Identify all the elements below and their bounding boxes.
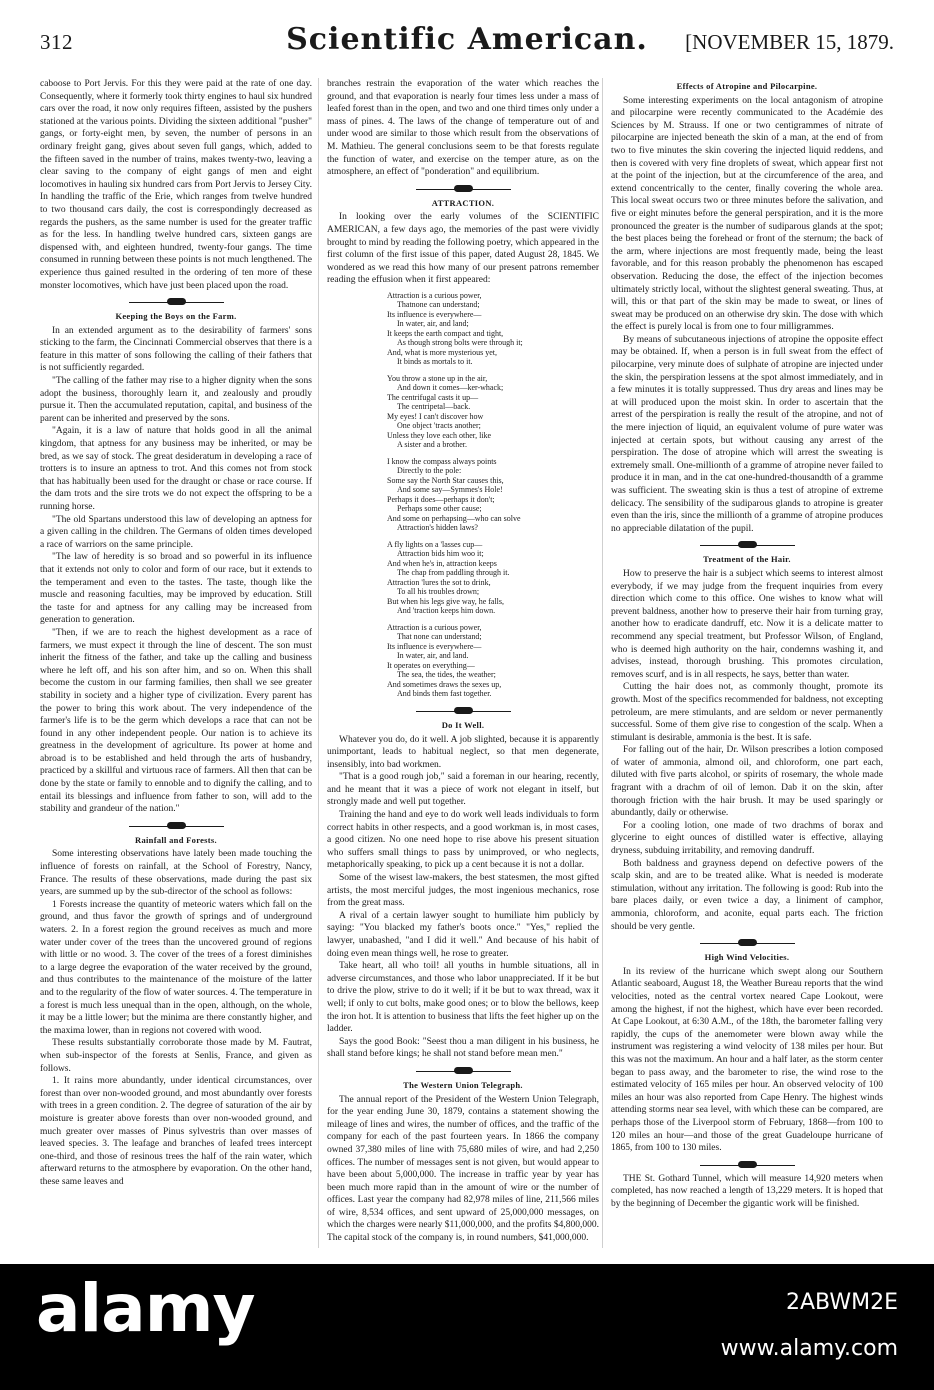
article-paragraph: Some interesting experiments on the local antagonism of atropine and pilocarpine were recently communicated to the Académie des Sciences by M. Strauss. If one or two centigrammes of nitrate of pilocarpine are injected beneath the skin of a man, at the end of from two to five minutes the skin covering the injected liquid reddens, and then is covered with very fine droplets of sweat, which appear first not at the point of the injection, but at the circumference of the area, and extend concentrically to the center, finally covering the whole area. This local sweat occurs two or three minutes before the salivation, and five or eight minutes before the general perspiration, and it is the more pronounced the greater is the number of sudiparous glands at the spot; the best places being the forehead or front of the sternum; the back of the arm, where injections are most frequently made, being the least favorable, and for this reason probably the phenomenon has escaped observation. Reducing the dose, the effect of the injection becomes ultimately strictly local, without the slightest general sweating. Thus, at will, this or that part of the skin may be made to sweat, or lines of sweat may be produced on an otherwise dry skin. The dose with which the effect is purely local is from one to four milligrammes. [611,95,883,333]
poem-line: To all his troubles drown; [397,587,480,597]
article-paragraph: In its review of the hurricane which swept along our Southern Atlantic seaboard, August 18, the Weather Bureau reports that the wind velocities, noted as the central vortex neared Cape Lookout, were among the highest, if not the highest, which have ever been recorded. At Cape Lookout, at 6:30 A.M., of the 18th, the barometer falling very rapidly, the cups of the anemometer were blown away while the instrument was registering a wind velocity of 138 miles per hour. But this was not the maximum. An hour and a half later, as the storm center began to pass away, and the barometer to rise, the wind rose to the estimated velocity of 165 miles per hour. An observed velocity of 100 miles an hour was also reported from Cape Henry. The highest winds attending storms near sea level, with which these can be compared, are perhaps those of the Liverpool storm of February, 1868—from 100 to 120 miles an hour—and those of the great Guadeloupe hurricane of 1865, from 100 to 130 miles. [611,966,883,1154]
article-paragraph: Take heart, all who toil! all youths in humble situations, all in adverse circumstances, and those who labor unappreciated. If it be but to drive the plow, strive to do it well; if it be but to wax thread, wax it well; if only to cut bolts, make good ones; or to blow the bellows, keep the iron hot. It is attention to business that lifts the feet higher up on the ladder. [327,961,599,1035]
poem-line: It binds as mortals to it. [397,357,473,367]
article-paragraph: The annual report of the President of the Western Union Telegraph, for the year ending June 30, 1879, contains a statement showing the mileage of lines and wires, the number of offices, and the traffic of the company for each of the past fourteen years. In 1866 the company owned 37,380 miles of line with 75,680 miles of wire, and had 2,250 offices. The number of messages sent is not given, but would appear to have been about 5,000,000. The increase in traffic year by year has been much more rapid than in the amount of wire or the number of offices. Last year the company had 82,978 miles of line, 211,566 miles of wire, 8,534 offices, and sent upward of 25,000,000 messages, on which the charges were nearly $11,000,000, and the profits $4,800,000. The capital stock of the company is, in round numbers, $41,000,000. [327,1094,599,1244]
poem-line: Thatnone can understand; [397,300,480,310]
poem-line: The chap from paddling through it. [397,568,510,578]
poem-line: And, what is more mysterious yet, [387,347,497,357]
poem-line: And some say—Symmes's Hole! [397,485,503,495]
poem-line: In water, air, and land; [397,319,469,329]
poem-line: And when he's in, attraction keeps [387,558,497,568]
article-paragraph: For a cooling lotion, one made of two drachms of borax and glycerine to eight ounces of distilled water is effective, allaying dryness, subduing irritability, and removing dandruff. [611,820,883,857]
poem-line: As though strong bolts were through it; [397,338,523,348]
article-heading: ATTRACTION. [431,197,495,208]
article-paragraph: "Then, if we are to reach the highest development as a race of farmers, we must expect it through the line of descent. The son must inherit the fitness of the father, and take up the calling and business where he left off, and his son after him, and so on. When this shall become the custom in our farming families, then shall we see greater stability in society and a higher type of civilization. Every parent has the power to bring this work about. The very independence of the farmer's life is to be the germ which develops a race that can not be found in any other independent people. Our nation is to achieve its greatness in the development of agriculture. Its power at home and abroad is to be established and held through the arts of husbandry, practiced by a skillful and virtuous race of farmers. All then that can be done by the state or family to ennoble and to dignify the calling, and to entail its blessings and influence from father to son, will add to the stability and grandeur of the nation." [40,627,312,815]
article-heading: Treatment of the Hair. [703,554,791,565]
poem-stanza [387,457,599,533]
poem-line: Some say the North Star causes this, [387,475,504,485]
poem-line: In water, air, and land. [397,651,469,661]
watermark-logo: alamy [36,1270,255,1347]
poem-line: And 'traction keeps him down. [397,606,496,616]
column-middle [327,78,599,1248]
article-paragraph: For falling out of the hair, Dr. Wilson prescribes a lotion composed of water of ammonia, almond oil, and chloroform, one part each, diluted with five parts alcohol, or spirits of rosemary, the whole made fragrant with a drachm of oil of lemon. Dab it on the skin, after thorough friction with the hair brush. It may be used sparingly or abundantly, daily or otherwise. [611,745,883,819]
article-paragraph: Some of the wisest law-makers, the best statesmen, the most gifted artists, the most merciful judges, the most ingenious mechanics, rose from the great mass. [327,873,599,909]
poem-line: Perhaps some other cause; [397,504,482,514]
article-paragraph: Cutting the hair does not, as commonly thought, promote its growth. Most of the specifics recommended for baldness, not excepting petroleum, are mere stimulants, and are seldom or never permanently successful. Some of them give rise to congestion of the scalp. When a stimulant is desirable, ammonia is the best. It is safe. [611,682,883,743]
article-paragraph: Whatever you do, do it well. A job slighted, because it is apparently unimportant, leads to habitual neglect, so that men degenerate, insensibly, into bad workmen. [327,734,599,770]
poem-line: A fly lights on a 'lasses cup— [387,539,483,549]
article-paragraph: In looking over the early volumes of the SCIENTIFIC AMERICAN, a few days ago, the memories of the past were vividly brought to mind by reading the following poetry, which appeared in the first column of the first issue of this paper, dated August 28, 1845. We wondered as we read this how many of our present patrons remember reading the effusion when it first appeared: [327,212,599,286]
article-paragraph: Training the hand and eye to do work well leads individuals to form correct habits in other respects, and a good workman is, in most cases, a good citizen. No one need hope to rise above his present situation who suffers small things to pass by unimproved, or who neglects, metaphorically speaking, to pick up a cent because it is not a dollar. [327,810,599,871]
section-ornament [416,706,511,716]
poem-line: Directly to the pole: [397,466,462,476]
poem [387,291,599,699]
column-divider [602,78,603,1248]
article-paragraph: 1 Forests increase the quantity of meteoric waters which fall on the ground, and thus favor the growth of springs and of underground waters. 2. In a forest region the ground receives as much and more water under cover of the trees than the uncovered ground of regions with little or no wood. 3. The cover of the trees of a forest diminishes to a large degree the evaporation of the water received by the ground, and thus contributes to the maintenance of the moisture of the latter and to the regularity of the flow of water sources. 4. The temperature in a forest is much less unequal than in the open, although, on the whole, it may be a little lower; but the minima are there constantly higher, and the maxima lower, than in regions not covered with wood. [40,899,312,1036]
watermark-image-id: 2ABWM2E [786,1290,898,1315]
article-paragraph: Some interesting observations have lately been made touching the influence of forests on rainfall, at the School of Forestry, Nancy, France. The results of these observations, made during the past six years, are summed up by the sub-director of the school as follows: [40,849,312,898]
article-heading: Keeping the Boys on the Farm. [115,311,237,322]
poem-line: It operates on everything— [387,660,475,670]
column-left [40,78,312,1248]
article-heading: Effects of Atropine and Pilocarpine. [676,81,818,91]
poem-line: Unless they love each other, like [387,430,492,440]
section-ornament [700,938,795,948]
poem-line: My eyes! I can't discover how [387,411,484,421]
poem-line: And some on perhapsing—who can solve [387,513,521,523]
poem-line: But when his legs give way, he falls, [387,596,505,606]
poem-line: You throw a stone up in the air, [387,373,488,383]
article-paragraph: Says the good Book: "Seest thou a man diligent in his business, he shall stand before kings; he shall not stand before mean men." [327,1036,599,1060]
poem-stanza [387,540,599,616]
section-ornament [129,821,224,831]
poem-line: And down it comes—ker-whack; [397,383,504,393]
poem-stanza [387,291,599,367]
masthead: Scientific American. [286,22,648,57]
section-ornament [700,1160,795,1170]
poem-line: I know the compass always points [387,456,497,466]
poem-line: And sometimes draws the sexes up, [387,679,502,689]
poem-line: Perhaps it does—perhaps it don't; [387,494,495,504]
poem-line: The sea, the tides, the weather; [397,670,496,680]
article-paragraph: "Again, it is a law of nature that holds good in all the animal kingdom, that aptness for any business may be inherited, or may be bred, as we say of stock. The great desideratum in developing a race of trotters is to insure an aptness to trot. And this comes not from stock that has habitually been used for the draught or chase or race course. If the dam trots and the sire trots we do not expect the offspring to be a running horse. [40,426,312,512]
article-paragraph: 1. It rains more abundantly, under identical circumstances, over forest than over non-wooded ground, and most abundantly over forests with trees in a green condition. 2. The degree of saturation of the air by moisture is greater above forests than over non-wooded ground, and much greater over masses of Pinus sylvestris than over masses of leaved species. 3. The leafage and branches of leafed trees intercept one-third, and those of resinous trees the half of the rain water, which afterward returns to the atmosphere by evaporation. On the other hand, these same leaves and [40,1076,312,1187]
article-paragraph: In an extended argument as to the desirability of farmers' sons sticking to the farm, the Cincinnati Commercial observes that there is a feature in this matter of sons following the calling of their fathers that is not sufficiently regarded. [40,325,312,374]
poem-stanza [387,623,599,699]
poem-line: Attraction 'lures the sot to drink, [387,577,491,587]
column-divider [318,78,319,1248]
poem-line: Its influence is everywhere— [387,309,482,319]
section-ornament [700,540,795,550]
article-paragraph: "The old Spartans understood this law of developing an aptness for a given calling in the children. The Germans of olden times developed a race of warriors on the same principle. [40,514,312,550]
column-right [611,78,883,1248]
article-paragraph: "That is a good rough job," said a foreman in our hearing, recently, and he meant that it was a piece of work not elegant in itself, but strongly made and well put together. [327,772,599,808]
poem-line: And binds them fast together. [397,689,492,699]
poem-line: The centrifugal casts it up— [387,392,479,402]
article-paragraph: caboose to Port Jervis. For this they were paid at the rate of one day. Consequently, where it formerly took thirty engines to haul six hundred cars over the road, it now only requires fifteen, assisted by the pushers stationed at the various points. Dividing the sixteen additional "pusher" gangs, or forty-eight men, by seven, the number of persons in an ordinary freight gang, gives about seven full gangs, which, added to the fifteen saved in the number of trains, makes twenty-two, leaving a clear saving to the company of eight gangs of men and eight locomotives in hauling six hundred cars from Port Jervis to Jersey City. In handling the traffic of the Erie, which ranges from twelve hundred to two thousand cars daily, the cost is correspondingly decreased as regards the pushers, as the same number is used for the greater traffic as for the less. In handling twelve hundred cars, sixteen gangs are dispensed with, and eighteen hundred, twenty-four gangs. The time consumed in running between these points is not much lengthened. The experience thus gained resulted in the ordering of ten more of these monster locomotives, which have just been placed upon the road. [40,79,312,291]
poem-line: Attraction bids him woo it; [397,549,484,559]
article-paragraph: branches restrain the evaporation of the water which reaches the ground, and that evaporation is nearly four times less under a mass of leafed forest than in the open, and two and one third times only under a mass of pines. 4. The laws of the change of temperature out of and under wood are similar to those which result from the observations of M. Mathieu. The general conclusions seem to be that forests regulate the function of water, and exercise on the temper ature, as on the atmosphere, an effect of "ponderation" and equilibrium. [327,79,599,178]
poem-line: Attraction is a curious power, [387,290,482,300]
article-paragraph: Both baldness and grayness depend on defective powers of the scalp skin, and are to be treated alike. What is needed is moderate stimulation, without any irritation. The following is good: Rub into the bare places daily, or even twice a day, a liniment of camphor, ammonia, chloroform, and aconite, equal parts each. The friction should be very gentle. [611,858,883,932]
poem-line: The centripetal—back. [397,402,471,412]
poem-line: A sister and a brother. [397,440,467,450]
poem-line: Attraction is a curious power, [387,622,482,632]
poem-line: Its influence is everywhere— [387,641,482,651]
section-ornament [129,297,224,307]
article-paragraph: By means of subcutaneous injections of atropine the opposite effect may be obtained. If, when a person is in full sweat from the effect of pilocarpine, very minute does of sulphate of atropine are injected under the skin, the perspiration lessens at the spot almost immediately, and in a few minutes it is totally suppressed. Thus dry areas and lines may be at will produced upon the moist skin. In order to ascertain that the arrest of the perspiration is really the result of the atropine, and not of the mere injection of liquid, an equivalent volume of pure water was injected at certain spots, but without causing any arrest of the perspiration. The dose of atropine which will arrest the sweating is extremely small. One-millionth of a gramme of atropine never failed to produce it in man, and in the cat one-hundred-thousandth of a gramme was sufficient. The sweating skin is thus a test of atropine of extreme delicacy. The sensibility of the sudiparous glands to atropine is greater even than the iris, since the millionth of a gramme of atropine produces no appreciable dilatation of the pupil. [611,334,883,534]
section-ornament [416,184,511,194]
poem-line: One object 'tracts another; [397,421,481,431]
watermark-url: www.alamy.com [720,1336,898,1361]
article-paragraph: How to preserve the hair is a subject which seems to interest almost everybody, if we may judge from the frequent inquiries from every direction which come to this office. One wishes to know what will prevent baldness, another how to preserve their hair from turning gray, another how to eradicate dandruff, etc. Now it is a delicate matter to recommend any special treatment, but Professor Wilson, of England, who is deemed high authority on the hair, condemns washing it, and advises, instead, thorough brushing. This promotes circulation, removes scurf, and is in all respects, he says, better than water. [611,568,883,680]
poem-line: That none can understand; [397,632,482,642]
poem-line: Attraction's hidden laws? [397,523,478,533]
page-number: 312 [40,30,73,54]
article-paragraph: "The calling of the father may rise to a higher dignity when the sons adopt the business, thoroughly learn it, and zealously and proudly pursue it. Then the accumulated reputation, capital, and business of the parent can be inherited and preserved by the sons. [40,376,312,424]
poem-stanza [387,374,599,450]
poem-line: It keeps the earth compact and tight, [387,328,504,338]
issue-date: [NOVEMBER 15, 1879. [685,30,894,54]
article-heading: The Western Union Telegraph. [403,1079,523,1090]
article-paragraph: These results substantially corroborate those made by M. Fautrat, when sub-inspector of the forests at Senlis, France, and given as follows. [40,1038,312,1074]
article-heading: Do It Well. [441,719,485,730]
article-paragraph: "The law of heredity is so broad and so powerful in its influence that it extends not only to color and form of our race, but it extends to the temperament and even to the tastes. The taste, though like the muscle and reasoning faculties, may be improved by education. Still the taste for and aptness for any calling may be increased from generation to generation. [40,552,312,626]
article-paragraph: A rival of a certain lawyer sought to humiliate him publicly by saying: "You blacked my father's boots once." "Yes," replied the lawyer, unabashed, "and I did it well." And because of his habit of doing even mean things well, he rose to greater. [327,910,599,959]
article-heading: High Wind Velocities. [704,952,790,963]
section-ornament [416,1066,511,1076]
article-heading: Rainfall and Forests. [135,834,217,845]
article-paragraph: THE St. Gothard Tunnel, which will measure 14,920 meters when completed, has now reached a length of 13,229 meters. It is hoped that by the beginning of December the gigantic work will be finished. [611,1173,883,1209]
